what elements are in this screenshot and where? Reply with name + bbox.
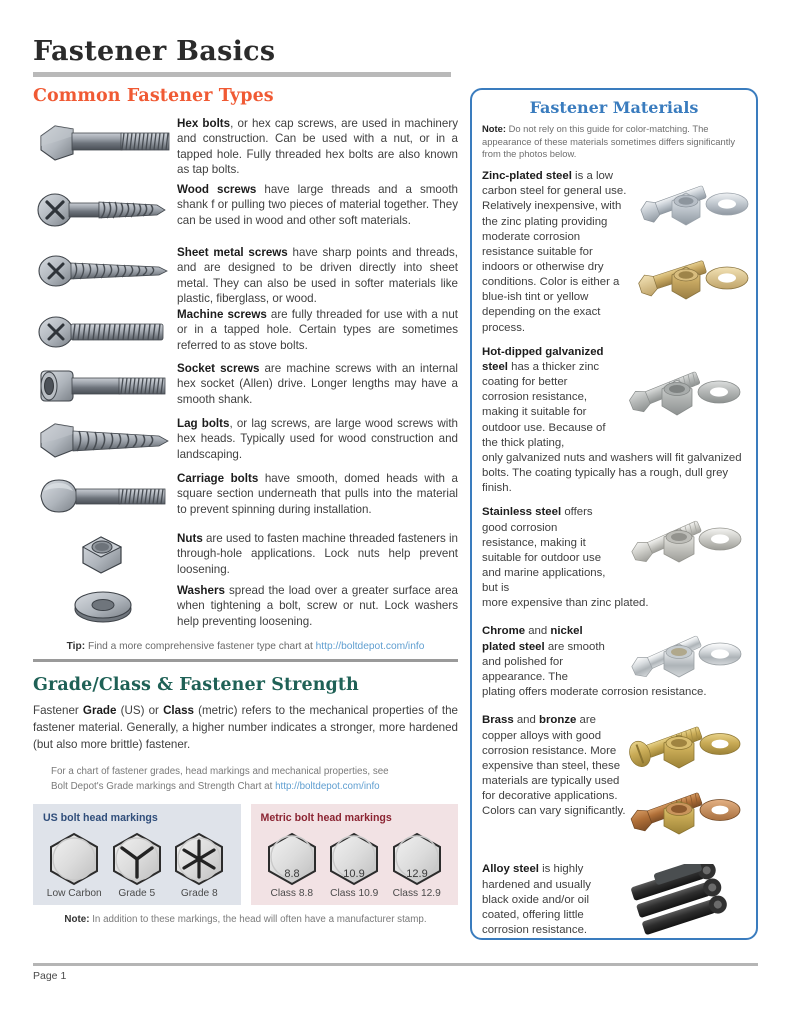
metric-markings-title: Metric bolt head markings (260, 811, 392, 824)
material-body-part1: has a thicker zinc coating for better corrosion resistance, making it suitable for outdoor use. Because of the thick plating, (482, 360, 606, 449)
brass-bolt-nut-washer-photo (624, 715, 744, 773)
us-markings-box (33, 804, 241, 905)
metric-marking-10-9 (323, 830, 385, 899)
fastener-type-term: Wood screws (177, 183, 257, 196)
metric-markings-items (261, 830, 449, 899)
metric-marking-value: 10.9 (343, 867, 366, 880)
fastener-type-body: , or hex cap screws, are used in machinery and construction. Can be used with a nut, or in a tapped hole. Fully threaded hex bolts are also known as tap bolts. (177, 117, 458, 177)
hex-bolt-illustration (33, 116, 173, 178)
grade-subnote-link[interactable]: http://boltdepot.com/info (275, 780, 380, 792)
metric-marking-value: 8.8 (284, 867, 300, 880)
hex-head-class109-icon (323, 830, 385, 886)
metric-marking-value: 12.9 (406, 867, 428, 880)
footer-divider (33, 963, 758, 966)
markings-note-label: Note: (64, 913, 90, 925)
us-marking-grade-8 (168, 830, 230, 899)
material-alloy-steel (482, 862, 746, 952)
fastener-type-description (173, 471, 458, 517)
fastener-type-term: Socket screws (177, 362, 260, 375)
list-item (33, 245, 458, 307)
us-marking-caption: Grade 5 (118, 887, 156, 899)
material-term-mid: and (525, 625, 551, 638)
material-description-cont: plating offers moderate corrosion resistance. (482, 685, 707, 698)
panel-title: Fastener Materials (529, 98, 699, 117)
left-column (33, 86, 458, 925)
material-term: Hot-dipped galvanized steel (482, 345, 604, 373)
material-body: are copper alloys with good corrosion resistance. More expensive than steel, these materials are typically used for decorative applications. Colors can vary significantly. (482, 714, 626, 818)
list-item (33, 583, 458, 635)
chrome-bolt-nut-washer-photo (624, 626, 744, 682)
material-term-a: Brass (482, 714, 514, 727)
material-term-b: nickel plated steel (482, 625, 583, 653)
list-item (33, 416, 458, 471)
markings-note (33, 914, 458, 925)
fastener-type-description (173, 583, 458, 629)
list-item (33, 307, 458, 361)
material-description (482, 624, 612, 685)
metric-marking-8-8 (261, 830, 323, 899)
zinc-blue-bolt-nut-washer-photo (632, 171, 750, 231)
tip-label: Tip: (66, 641, 86, 652)
metric-marking-12-9 (386, 830, 448, 899)
sheet-metal-screw-illustration (33, 245, 173, 301)
machine-screw-illustration (33, 307, 173, 357)
material-description (482, 713, 632, 819)
tip-link[interactable]: http://boltdepot.com/info (315, 641, 425, 652)
fastener-type-list (33, 116, 458, 635)
fastener-type-description (173, 245, 458, 307)
grade-term-us: Grade (82, 704, 117, 717)
hex-head-plain-icon (43, 830, 105, 886)
fastener-type-description (173, 307, 458, 353)
list-item (33, 182, 458, 245)
page-number: Page 1 (33, 970, 67, 982)
material-description-cont: only galvanized nuts and washers will fit galvanized bolts. The coating typically has a rough, dull grey finish. (482, 451, 742, 495)
panel-note (482, 123, 746, 161)
grade-term-metric: Class (163, 704, 194, 717)
fastener-type-body: spread the load over a greater surface area when tightening a bolt, screw or nut. Lock washers help preventing loosening. (177, 584, 458, 628)
lag-bolt-illustration (33, 416, 173, 466)
metric-marking-caption: Class 8.8 (270, 887, 313, 899)
fastener-type-body: have sharp points and threads, and are designed to be driven directly into sheet metal. They can also be used in softer materials like plastic, fiberglass, or wood. (177, 246, 459, 306)
us-marking-grade-5 (106, 830, 168, 899)
metric-marking-caption: Class 10.9 (330, 887, 379, 899)
fastener-type-description (173, 361, 458, 407)
material-description (482, 862, 614, 938)
material-term-b: bronze (539, 714, 577, 727)
material-chrome-nickel-plated-steel (482, 624, 746, 704)
fastener-type-description (173, 531, 458, 577)
section-divider (33, 659, 458, 662)
fastener-type-body: , or lag screws, are large wood screws with hex heads. Typically used for wood construction and landscaping. (177, 417, 458, 461)
tip-line (33, 641, 458, 652)
material-body-part1: are smooth and polished for appearance. The (482, 640, 605, 683)
metric-marking-caption: Class 12.9 (392, 887, 441, 899)
hex-head-class129-icon (386, 830, 448, 886)
wood-screw-illustration (33, 182, 173, 240)
tip-text: Find a more comprehensive fastener type chart at (87, 641, 313, 652)
fastener-type-term: Carriage bolts (177, 472, 259, 485)
material-term-a: Chrome (482, 625, 526, 638)
panel-note-text: Do not rely on this guide for color-matching. The appearance of these materials sometimes differs significantly from the photos below. (482, 123, 736, 160)
grade-class-heading: Grade/Class & Fastener Strength (33, 675, 359, 695)
hex-head-class88-icon (261, 830, 323, 886)
list-item (33, 471, 458, 531)
title-divider (33, 72, 451, 77)
hex-head-grade8-icon (168, 830, 230, 886)
material-term: Stainless steel (482, 506, 562, 519)
fastener-type-term: Sheet metal screws (177, 246, 288, 259)
carriage-bolt-illustration (33, 471, 173, 526)
grade-subnote-line2: Bolt Depot's Grade markings and Strength Chart at (51, 780, 273, 792)
fastener-type-term: Nuts (177, 532, 203, 545)
page-title: Fastener Basics (33, 36, 276, 67)
zinc-yellow-bolt-nut-washer-photo (632, 247, 750, 305)
fastener-type-body: are fully threaded for use with a nut or in a tapped hole. Certain types are sometimes referred to as stove bolts. (177, 308, 458, 352)
fastener-type-body: have large threads and a smooth shank f or pulling two pieces of material together. They can be used in wood and other soft materials. (177, 183, 458, 227)
fastener-type-term: Lag bolts (177, 417, 230, 430)
panel-note-label: Note: (482, 123, 506, 134)
fastener-materials-panel (470, 88, 758, 940)
material-body: is highly hardened and usually black oxide and/or oil coated, offering little corrosion resistance. (482, 863, 591, 936)
us-markings-title: US bolt head markings (43, 811, 158, 824)
fastener-type-body: have smooth, domed heads with a square section underneath that pulls into the material to prevent spinning during installation. (177, 472, 458, 516)
stainless-bolt-nut-washer-photo (624, 511, 744, 567)
material-hot-dipped-galvanized-steel (482, 345, 746, 497)
grade-text-1: Fastener (33, 704, 83, 717)
fastener-type-term: Machine screws (177, 308, 267, 321)
us-marking-caption: Low Carbon (46, 887, 102, 899)
fastener-type-term: Washers (177, 584, 225, 597)
common-fastener-types-heading: Common Fastener Types (33, 86, 274, 106)
fastener-type-description (173, 116, 458, 178)
material-term: Zinc-plated steel (482, 170, 572, 183)
material-term-mid: and (513, 714, 540, 727)
material-stainless-steel (482, 505, 746, 615)
list-item (33, 116, 458, 182)
metric-markings-box (251, 804, 459, 905)
grade-subnote (51, 765, 458, 793)
material-term: Alloy steel (482, 863, 539, 876)
washer-illustration (33, 583, 173, 629)
fastener-type-description (173, 182, 458, 228)
galvanized-bolt-nut-washer-photo (620, 359, 744, 421)
material-description (482, 169, 632, 336)
black-alloy-bolts-photo (624, 864, 744, 942)
list-item (33, 361, 458, 416)
material-brass-bronze (482, 713, 746, 853)
us-marking-low-carbon (43, 830, 105, 899)
fastener-type-description (173, 416, 458, 462)
hex-head-grade5-icon (106, 830, 168, 886)
nut-illustration (33, 531, 173, 579)
fastener-type-term: Hex bolts (177, 117, 231, 130)
material-body-part1: offers good corrosion resistance, making it suitable for outdoor use and marine applications, but is (482, 506, 606, 595)
markings-note-text: In addition to these markings, the head will often have a manufacturer stamp. (92, 913, 427, 925)
us-marking-caption: Grade 8 (180, 887, 218, 899)
grade-text-3: (metric) refers to the mechanical properties of the fastener material. Generally, a higher number indicates a stronger, more hardened (but also more brittle) fastener. (33, 704, 458, 751)
fastener-type-body: are used to fasten machine threaded fasteners in through-hole applications. Lock nuts help prevent loosening. (177, 532, 458, 576)
grade-text-2: (US) or (116, 704, 164, 717)
fastener-type-body: are machine screws with an internal hex socket (Allen) drive. Longer lengths may have a smooth shank. (177, 362, 459, 406)
material-description (482, 345, 614, 451)
material-description (482, 505, 612, 596)
grade-subnote-line1: For a chart of fastener grades, head markings and mechanical properties, see (51, 766, 389, 778)
material-description-cont: more expensive than zinc plated. (482, 597, 649, 610)
list-item (33, 531, 458, 583)
material-zinc-plated-steel (482, 169, 746, 336)
grade-paragraph (33, 703, 458, 753)
material-body: is a low carbon steel for general use. Relatively inexpensive, with the zinc plating providing moderate corrosion resistance suitable for indoors or otherwise dry conditions. Color is either a blue-ish tint or yellow depending on the exact process. (482, 170, 627, 334)
us-markings-items (43, 830, 231, 899)
socket-screw-illustration (33, 361, 173, 411)
bolt-head-markings (33, 804, 458, 905)
bronze-bolt-nut-washer-photo (624, 781, 744, 839)
